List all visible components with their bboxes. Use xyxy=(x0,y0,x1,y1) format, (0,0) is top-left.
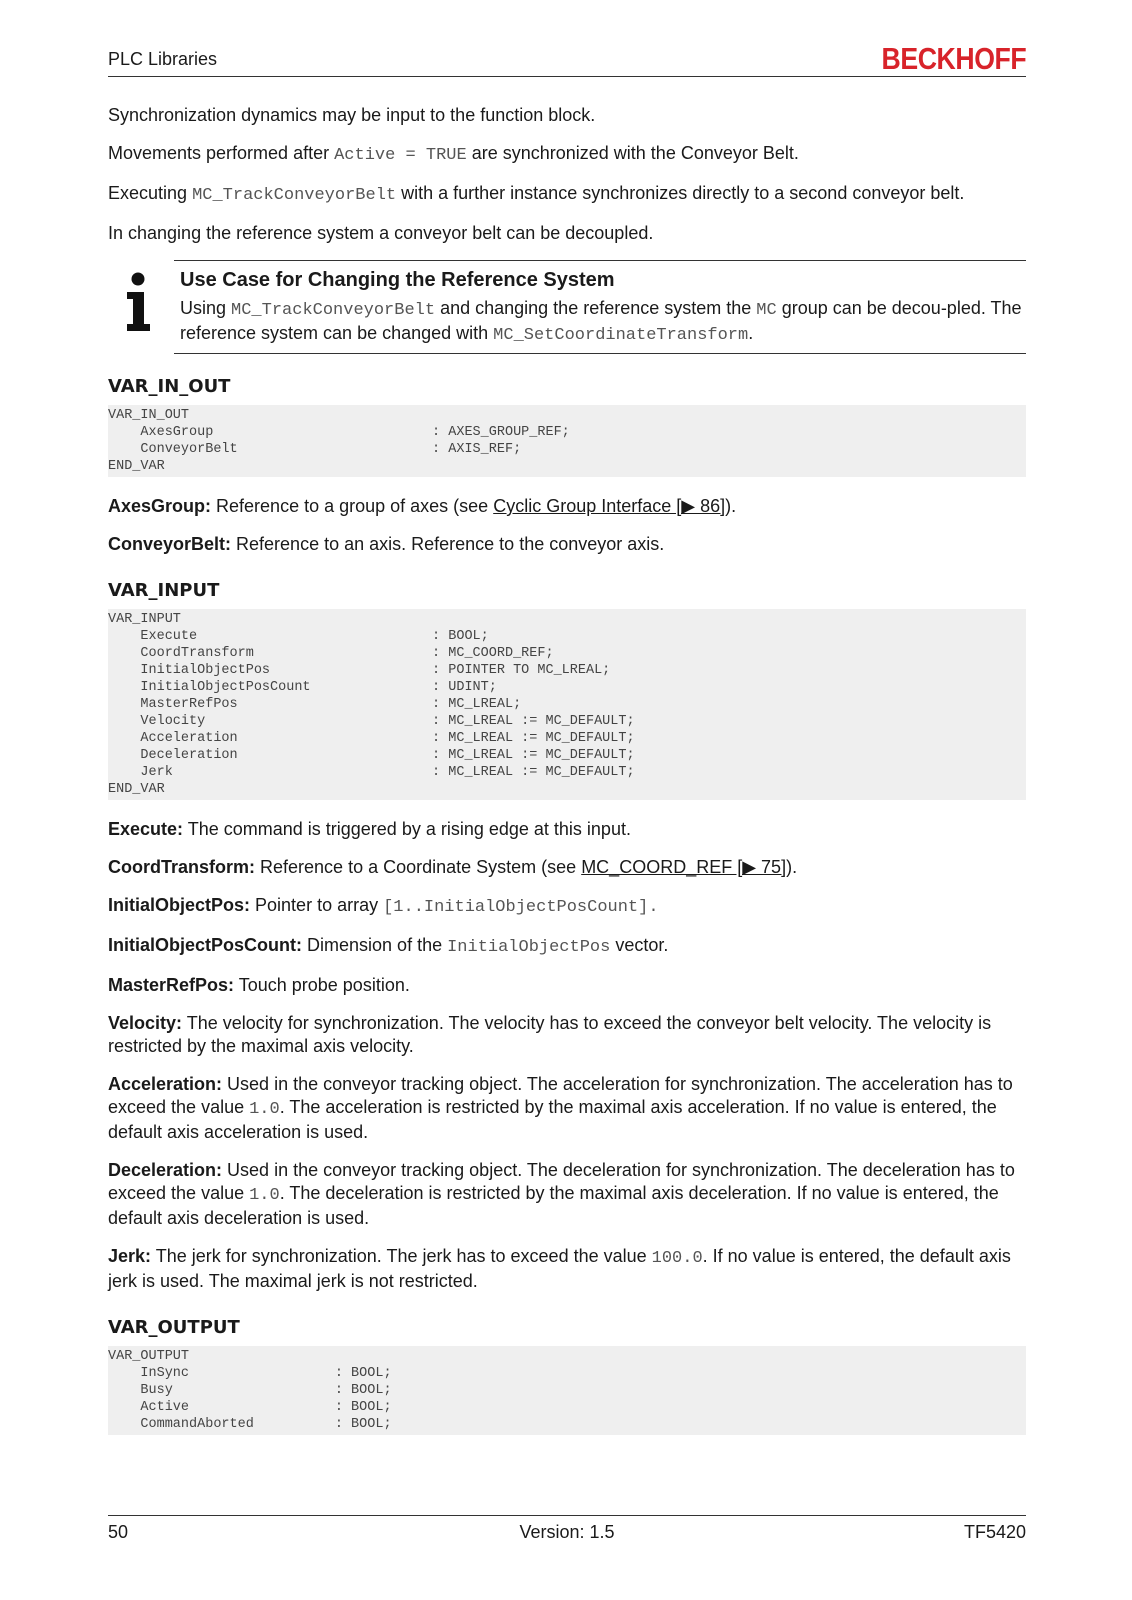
param-deceleration: Deceleration: Used in the conveyor tracking object. The deceleration for synchronization. The deceleration has to exceed the value 1.0. The deceleration is restricted by the maximal axis deceleration. If no value is entered, the default axis deceleration is used. xyxy=(108,1160,1015,1228)
note-text: Using MC_TrackConveyorBelt and changing the reference system the MC group can be decou-pled. The reference system can be changed with MC_SetCoordinateTransform. xyxy=(180,298,1022,345)
var-output-heading: VAR_OUTPUT xyxy=(108,1317,240,1338)
param-initialobjectposcount: InitialObjectPosCount: Dimension of the InitialObjectPos vector. xyxy=(108,935,669,957)
page-content xyxy=(108,104,1026,1453)
param-conveyorbelt: ConveyorBelt: Reference to an axis. Reference to the conveyor axis. xyxy=(108,534,665,554)
info-note xyxy=(108,260,1026,350)
link-mc-coord-ref[interactable]: MC_COORD_REF [▶ 75] xyxy=(581,857,787,877)
var-in-out-heading: VAR_IN_OUT xyxy=(108,376,231,397)
param-coordtransform: CoordTransform: Reference to a Coordinate System (see MC_COORD_REF [▶ 75]). xyxy=(108,857,798,877)
document-id: TF5420 xyxy=(963,1522,1026,1542)
param-masterrefpos: MasterRefPos: Touch probe position. xyxy=(108,975,410,995)
note-title: Use Case for Changing the Reference System xyxy=(180,269,615,291)
intro-paragraph-2: Movements performed after Active = TRUE are synchronized with the Conveyor Belt. xyxy=(108,143,799,165)
version-label: Version: 1.5 xyxy=(519,1522,615,1542)
intro-paragraph-1: Synchronization dynamics may be input to the function block. xyxy=(108,105,596,125)
link-cyclic-group-interface[interactable]: Cyclic Group Interface [▶ 86] xyxy=(493,496,726,516)
param-execute: Execute: The command is triggered by a rising edge at this input. xyxy=(108,819,631,839)
param-axesgroup: AxesGroup: Reference to a group of axes (see Cyclic Group Interface [▶ 86]). xyxy=(108,496,737,516)
beckhoff-logo: BECKHOFF xyxy=(881,41,1026,76)
param-acceleration: Acceleration: Used in the conveyor tracking object. The acceleration for synchronization. The acceleration has to exceed the value 1.0. The acceleration is restricted by the maximal axis acceleration. If no value is entered, the default axis acceleration is used. xyxy=(108,1074,1013,1142)
page-number: 50 xyxy=(108,1522,129,1542)
var-input-code: VAR_INPUT Execute : BOOL; CoordTransform : MC_COORD_REF; InitialObjectPos : POINTER TO MC_LREAL; InitialObjectPosCount : UDINT; MasterRefPos : MC_LREAL; Velocity : MC_LREAL := MC_DEFAULT; Acceleration : MC_LREAL := MC_DEFAULT; Deceleration : MC_LREAL := MC_DEFAULT; Jerk : MC_LREAL := MC_DEFAULT; END_VAR xyxy=(108,609,1026,800)
intro-paragraph-3: Executing MC_TrackConveyorBelt with a further instance synchronizes directly to a second conveyor belt. xyxy=(108,183,965,205)
var-in-out-code: VAR_IN_OUT AxesGroup : AXES_GROUP_REF; ConveyorBelt : AXIS_REF; END_VAR xyxy=(108,405,1026,477)
note-body xyxy=(174,260,1026,354)
var-output-code: VAR_OUTPUT InSync : BOOL; Busy : BOOL; Active : BOOL; CommandAborted : BOOL; xyxy=(108,1346,1026,1435)
page-footer xyxy=(108,1515,1026,1542)
param-jerk: Jerk: The jerk for synchronization. The jerk has to exceed the value 100.0. If no value is entered, the default axis jerk is used. The maximal jerk is not restricted. xyxy=(108,1246,1011,1291)
header-title: PLC Libraries xyxy=(108,49,218,69)
intro-paragraph-4: In changing the reference system a conveyor belt can be decoupled. xyxy=(108,223,654,243)
page-header xyxy=(108,41,1026,77)
param-initialobjectpos: InitialObjectPos: Pointer to array [1..InitialObjectPosCount]. xyxy=(108,895,659,917)
info-icon xyxy=(124,272,152,332)
param-velocity: Velocity: The velocity for synchronization. The velocity has to exceed the conveyor belt velocity. The velocity is restricted by the maximal axis velocity. xyxy=(108,1013,992,1056)
var-input-heading: VAR_INPUT xyxy=(108,580,220,601)
